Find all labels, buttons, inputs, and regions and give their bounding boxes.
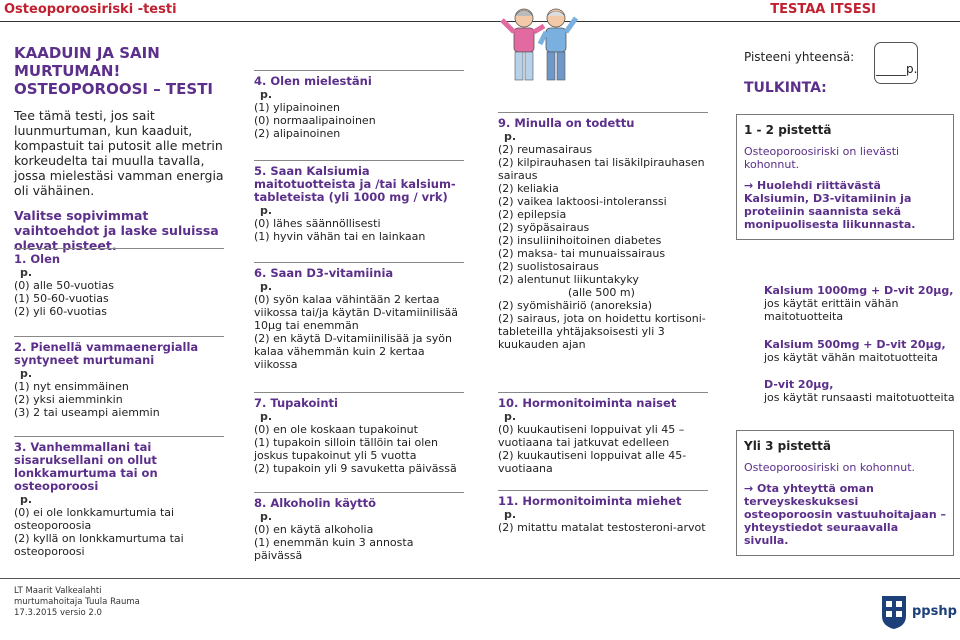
option[interactable]: (2) syömishäiriö (anoreksia) [498,299,653,312]
supplement-text: jos käytät runsaasti maitotuotteita [764,391,955,404]
option[interactable]: (2) suolistosairaus [498,260,599,273]
points-label: p. [504,508,517,521]
question-7 [254,392,464,475]
interpretation-box-high [736,430,954,556]
question-2 [14,336,224,419]
question-8 [254,492,464,562]
option[interactable]: (2) reumasairaus [498,143,593,156]
box-advice: → Ota yhteyttä oman terveyskeskuksesi osteoporoosin vastuuhoitajaan – yhteystiedot seuraavalla sivulla. [744,482,947,547]
supplement-title: Kalsium 500mg + D-vit 20μg, [764,338,946,351]
option[interactable]: (1) tupakoin silloin tällöin tai olen joskus tupakoinut yli 5 vuotta [254,436,439,462]
top-header-bar [0,0,960,22]
question-7-title: 7. Tupakointi [254,396,338,410]
interpretation-title: TULKINTA: [744,80,827,96]
option[interactable]: (1) enemmän kuin 3 annosta päivässä [254,536,414,562]
question-11-title: 11. Hormonitoiminta miehet [498,494,682,508]
score-blank: _____p. [876,62,918,76]
points-label: p. [20,493,33,506]
box-heading: Yli 3 pistettä [744,439,831,453]
option[interactable]: (2) maksa- tai munuaissairaus [498,247,666,260]
option[interactable]: (2) insuliinihoitoinen diabetes [498,234,662,247]
footer-line: murtumahoitaja Tuula Rauma [14,597,140,607]
points-label: p. [504,410,517,423]
footer-line: 17.3.2015 versio 2.0 [14,608,102,618]
footer-divider [0,578,960,579]
logo-text: ppshp [912,604,957,619]
interpretation-box-low [736,114,954,240]
option[interactable]: (2) kilpirauhasen tai lisäkilpirauhasen sairaus [498,156,705,182]
option[interactable]: (0) en ole koskaan tupakoinut [254,423,418,436]
ppshp-crest-icon [880,594,908,630]
option[interactable]: (2) sairaus, jota on hoidettu kortisoni-tableteilla yhtäjaksoisesti yli 3 kuukauden ajan [498,312,706,351]
question-9 [498,112,708,351]
question-6-title: 6. Saan D3-vitamiinia [254,266,394,280]
option[interactable]: (3) 2 tai useampi aiemmin [14,406,160,419]
question-3 [14,436,224,558]
score-label: Pisteeni yhteensä: [744,50,855,64]
supplement-title: D-vit 20μg, [764,378,834,391]
column-left [14,22,224,558]
question-4-title: 4. Olen mielestäni [254,74,372,88]
option[interactable]: (1) hyvin vähän tai en lainkaan [254,230,426,243]
question-5-title: 5. Saan Kalsiumia maitotuotteista ja /tai kalsium-tableteista (yli 1000 mg / vrk) [254,164,456,204]
points-label: p. [20,266,33,279]
intro-text: Tee tämä testi, jos sait luunmurtuman, kun kaaduit, kompastuit tai putosit alle metrin korkeudelta tai muulla tavalla, jossa mielestäsi vamman energia oli vähäinen. [14,108,224,198]
option[interactable]: (0) en käytä alkoholia [254,523,374,536]
supplement-text: jos käytät erittäin vähän maitotuotteita [764,297,899,323]
option[interactable]: (0) normaalipainoinen [254,114,376,127]
option[interactable]: (2) keliakia [498,182,559,195]
header-left-title: Osteoporoosiriski -testi [4,2,177,17]
box-text: Osteoporoosiriski on kohonnut. [744,461,916,474]
option[interactable]: (2) epilepsia [498,208,567,221]
header-right-title: TESTAA ITSESI [770,2,876,17]
question-9-title: 9. Minulla on todettu [498,116,635,130]
question-4 [254,70,464,140]
supplement-title: Kalsium 1000mg + D-vit 20μg, [764,284,954,297]
option[interactable]: (2) alentunut liikuntakyky [498,273,639,286]
question-8-title: 8. Alkoholin käyttö [254,496,377,510]
exercising-couple-illustration [496,4,580,88]
footer-credits [14,586,140,619]
instruction-text: Valitse sopivimmat vaihtoehdot ja laske suluissa olevat pisteet. [14,208,219,253]
question-3-title: 3. Vanhemmallani tai sisaruksellani on ollut lonkkamurtuma tai on osteoporoosi [14,440,158,493]
option[interactable]: (2) yksi aiemminkin [14,393,123,406]
points-label: p. [260,88,273,101]
option[interactable]: (1) ylipainoinen [254,101,340,114]
option[interactable]: (2) kyllä on lonkkamurtuma tai osteoporoosi [14,532,184,558]
question-6 [254,262,464,371]
supplement-recommendation [764,338,958,364]
supplement-text: jos käytät vähän maitotuotteita [764,351,938,364]
option[interactable]: (0) lähes säännöllisesti [254,217,381,230]
question-1 [14,248,224,318]
option[interactable]: (1) nyt ensimmäinen [14,380,129,393]
page-title: KAADUIN JA SAIN MURTUMAN! OSTEOPOROOSI – TESTI [14,44,214,98]
option[interactable]: (2) yli 60-vuotias [14,305,107,318]
points-label: p. [260,280,273,293]
points-label: p. [20,367,33,380]
option[interactable]: (0) ei ole lonkkamurtumia tai osteoporoosia [14,506,175,532]
supplement-recommendation [764,378,958,404]
supplement-recommendation [764,284,958,323]
question-10-title: 10. Hormonitoiminta naiset [498,396,677,410]
question-1-title: 1. Olen [14,252,61,266]
points-label: p. [504,130,517,143]
option[interactable]: (2) en käytä D-vitamiinilisää ja syön kalaa vähemmän kuin 2 kertaa viikossa [254,332,452,371]
points-label: p. [260,410,273,423]
option[interactable]: (0) syön kalaa vähintään 2 kertaa viikossa tai/ja käytän D-vitamiinilisää 10μg tai enemmän [254,293,459,332]
option[interactable]: (0) alle 50-vuotias [14,279,114,292]
option[interactable]: (2) tupakoin yli 9 savuketta päivässä [254,462,457,475]
question-11 [498,490,708,534]
option[interactable]: (0) kuukautiseni loppuivat yli 45 – vuotiaana tai jatkuvat edelleen [498,423,685,449]
question-2-title: 2. Pienellä vammaenergialla syntyneet murtumani [14,340,199,367]
question-10 [498,392,708,475]
option[interactable]: (2) alipainoinen [254,127,341,140]
box-text: Osteoporoosiriski on lievästi kohonnut. [744,145,900,171]
option[interactable]: (2) mitattu matalat testosteroni-arvot [498,521,706,534]
points-label: p. [260,204,273,217]
footer-line: LT Maarit Valkealahti [14,586,102,596]
question-5 [254,160,464,243]
option[interactable]: (2) syöpäsairaus [498,221,590,234]
option[interactable]: (2) kuukautiseni loppuivat alle 45-vuotiaana [498,449,687,475]
option-continuation: (alle 500 m) [568,286,635,299]
box-heading: 1 - 2 pistettä [744,123,832,137]
option[interactable]: (1) 50-60-vuotias [14,292,109,305]
points-label: p. [260,510,273,523]
option[interactable]: (2) vaikea laktoosi-intoleranssi [498,195,667,208]
box-advice: → Huolehdi riittävästä Kalsiumin, D3-vitamiinin ja proteiinin saannista sekä monipuolisesta liikunnasta. [744,179,916,231]
